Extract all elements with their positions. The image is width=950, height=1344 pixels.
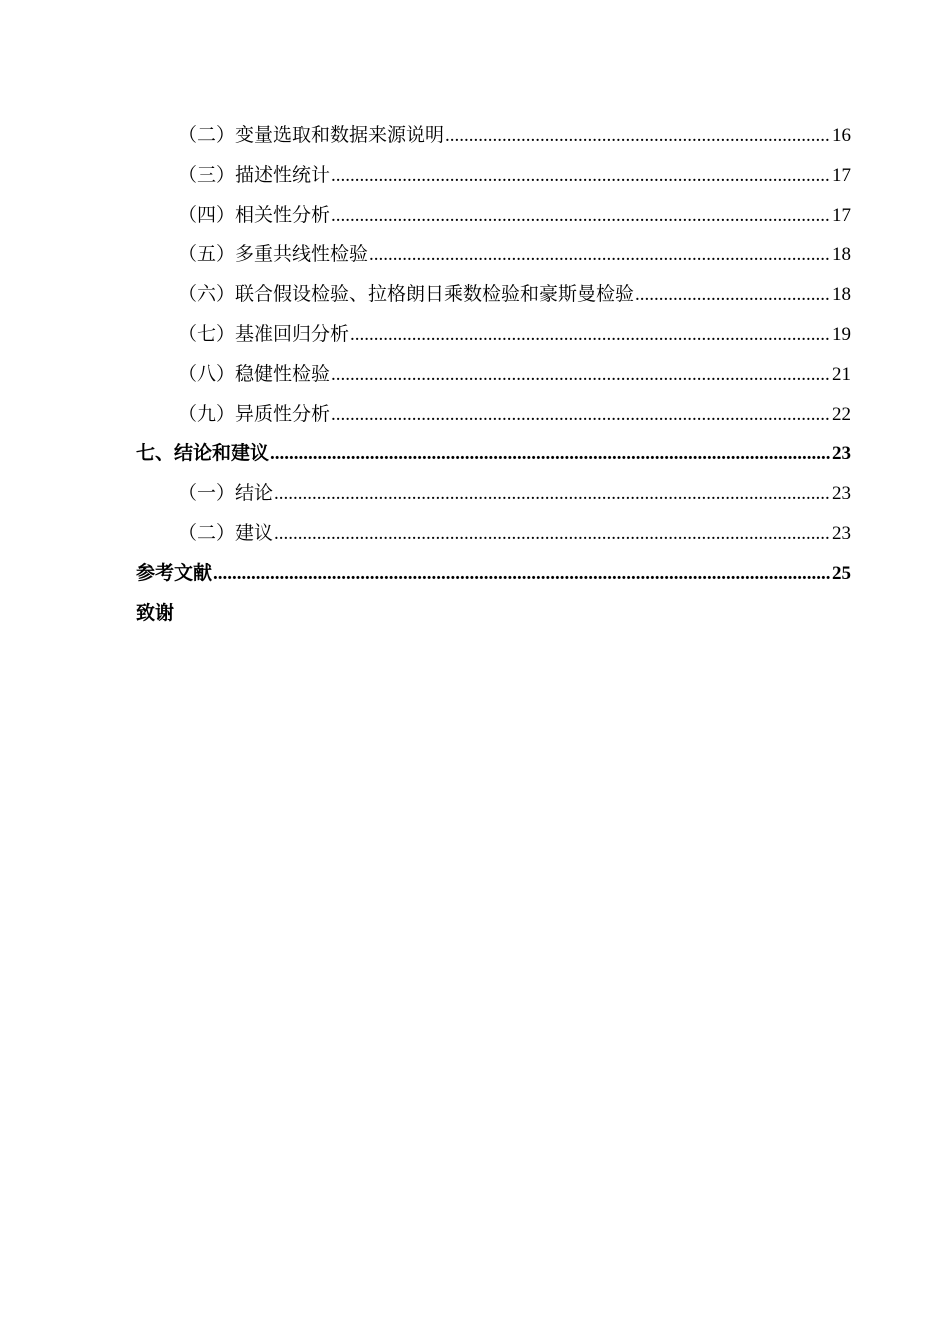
toc-entry-suggestions[interactable] xyxy=(136,514,851,554)
toc-entry-title: （四）相关性分析 xyxy=(178,203,331,226)
toc-dot-leader xyxy=(331,395,831,435)
toc-page-number: 22 xyxy=(832,403,851,425)
toc-page-number: 25 xyxy=(832,562,851,584)
toc-entry-baseline-regression[interactable] xyxy=(136,315,851,355)
toc-entry-multicollinearity[interactable] xyxy=(136,235,851,275)
toc-dot-leader xyxy=(331,196,831,236)
toc-page-number: 23 xyxy=(832,483,851,505)
toc-dot-leader xyxy=(270,434,831,474)
toc-entry-title: （三）描述性统计 xyxy=(178,163,331,186)
toc-dot-leader xyxy=(369,235,831,275)
toc-dot-leader xyxy=(274,474,831,514)
toc-entry-robustness[interactable] xyxy=(136,355,851,395)
toc-entry-references[interactable] xyxy=(136,554,851,594)
toc-entry-title: （二）变量选取和数据来源说明 xyxy=(178,124,445,146)
toc-entry-conclusion[interactable] xyxy=(136,474,851,514)
toc-dot-leader xyxy=(213,554,831,594)
toc-dot-leader xyxy=(331,355,831,395)
toc-entry-heterogeneity[interactable] xyxy=(136,395,851,435)
toc-page-number: 17 xyxy=(832,204,851,226)
toc-entry-title: 七、结论和建议 xyxy=(136,442,270,465)
toc-entry-title: （五）多重共线性检验 xyxy=(178,243,369,266)
toc-entry-title: （八）稳健性检验 xyxy=(178,362,331,385)
toc-page-number: 21 xyxy=(832,363,851,385)
toc-entry-correlation[interactable] xyxy=(136,196,851,236)
toc-entry-title: （六）联合假设检验、拉格朗日乘数检验和豪斯曼检验 xyxy=(178,283,635,306)
toc-page-number: 18 xyxy=(832,284,851,306)
toc-entry-title: 参考文献 xyxy=(136,561,213,584)
table-of-contents xyxy=(136,116,851,633)
toc-entry-title: （七）基准回归分析 xyxy=(178,322,350,345)
toc-page-number: 19 xyxy=(832,323,851,345)
toc-entry-title: （一）结论 xyxy=(178,482,274,505)
toc-dot-leader xyxy=(445,116,831,156)
toc-page-number: 16 xyxy=(832,125,851,146)
toc-dot-leader xyxy=(274,514,831,554)
toc-page-number: 23 xyxy=(832,522,851,544)
toc-entry-variables[interactable] xyxy=(136,116,851,156)
toc-entry-acknowledgements[interactable] xyxy=(136,594,851,634)
toc-entry-title: 致谢 xyxy=(136,601,175,624)
toc-entry-conclusions-chapter[interactable] xyxy=(136,434,851,474)
toc-page-number: 17 xyxy=(832,164,851,186)
toc-entry-title: （九）异质性分析 xyxy=(178,402,331,425)
toc-page-number: 18 xyxy=(832,244,851,266)
toc-entry-hypothesis-tests[interactable] xyxy=(136,275,851,315)
toc-dot-leader xyxy=(350,315,831,355)
toc-page-number: 23 xyxy=(832,443,851,465)
toc-entry-title: （二）建议 xyxy=(178,521,274,544)
toc-dot-leader xyxy=(331,156,831,196)
toc-dot-leader xyxy=(635,275,831,315)
toc-entry-descriptive-stats[interactable] xyxy=(136,156,851,196)
